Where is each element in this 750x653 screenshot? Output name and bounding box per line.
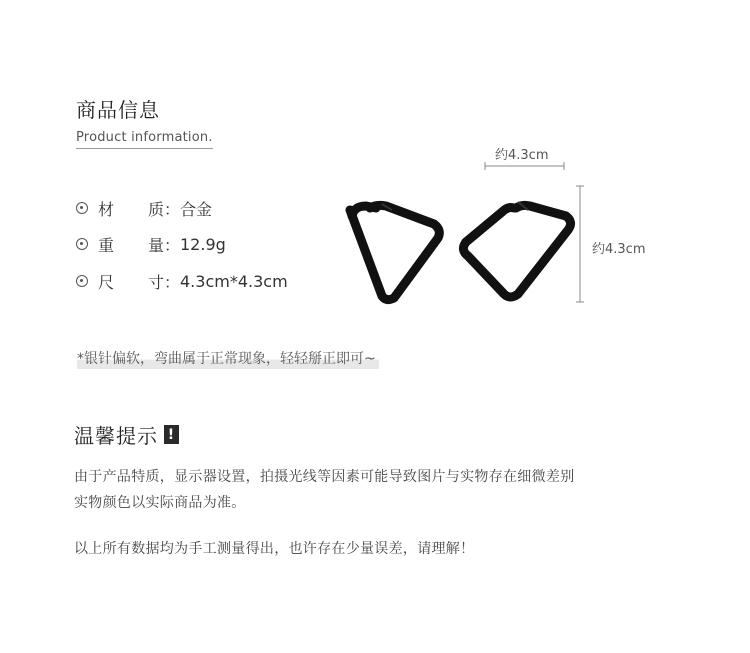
tips-line: 由于产品特质，显示器设置，拍摄光线等因素可能导致图片与实物存在细微差别 [74, 469, 575, 485]
spec-key: 尺 寸： [98, 272, 180, 292]
exclamation-icon: ! [164, 425, 179, 444]
tips-paragraph-1 [74, 464, 575, 516]
spec-row-size [76, 270, 288, 292]
width-dimension-label: 约4.3cm [495, 148, 549, 163]
right-earring [463, 202, 570, 297]
spec-row-material [76, 197, 212, 219]
target-bullet-icon [76, 275, 88, 287]
height-dimension-line [576, 186, 584, 302]
target-bullet-icon [76, 238, 88, 250]
spec-value: 4.3cm*4.3cm [180, 271, 288, 291]
spec-value: 合金 [180, 199, 213, 219]
tips-line: 实物颜色以实际商品为准。 [74, 495, 246, 511]
width-dimension-line [485, 162, 564, 170]
tips-title-text: 温馨提示 [74, 424, 158, 448]
silver-needle-note: *银针偏软，弯曲属于正常现象，轻轻掰正即可~ [77, 348, 379, 369]
product-info-subtitle: Product information. [76, 130, 213, 149]
height-dimension-label: 约4.3cm [592, 242, 646, 257]
tips-title [74, 420, 179, 449]
tips-paragraph-2: 以上所有数据均为手工测量得出，也许存在少量误差，请理解！ [74, 541, 475, 557]
earring-product-image [320, 140, 660, 310]
spec-key: 重 量： [98, 235, 180, 255]
spec-row-weight [76, 233, 226, 255]
target-bullet-icon [76, 202, 88, 214]
product-info-title: 商品信息 [76, 98, 160, 122]
left-earring [350, 204, 439, 300]
spec-value: 12.9g [180, 234, 226, 254]
spec-key: 材 质： [98, 199, 180, 219]
